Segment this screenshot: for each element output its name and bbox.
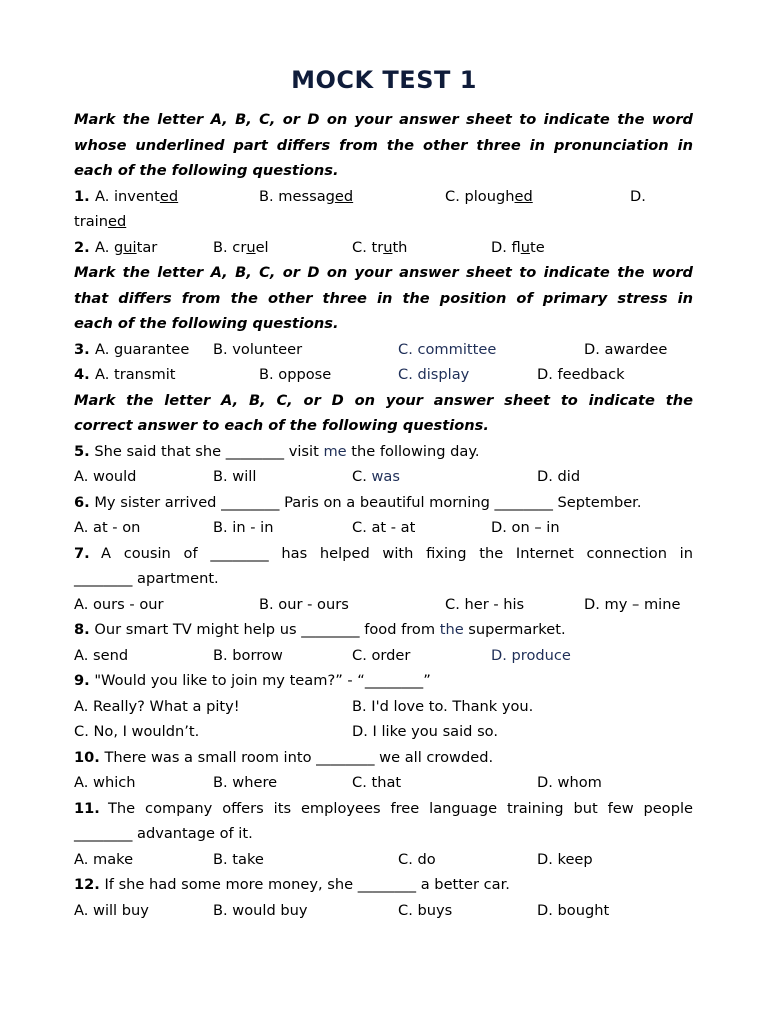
option-c[interactable]: C. No, I wouldn’t. <box>74 723 200 740</box>
question-11-stem <box>74 796 693 822</box>
instruction-stress-line-1: Mark the letter A, B, C, or D on your answer sheet to indicate the word <box>74 264 693 281</box>
question-7-options <box>74 592 693 618</box>
question-9-stem: 9. "Would you like to join my team?” - “________” <box>74 672 431 689</box>
option-c[interactable]: C. buys <box>398 901 453 919</box>
option-c[interactable]: C. was <box>352 468 400 485</box>
option-d[interactable]: D. bought <box>537 901 610 919</box>
option-b[interactable]: B. I'd love to. Thank you. <box>352 697 534 715</box>
option-c[interactable]: C. order <box>352 646 411 664</box>
option-b[interactable]: B. borrow <box>213 646 283 664</box>
question-6-stem: 6. My sister arrived ________ Paris on a beautiful morning ________ September. <box>74 493 642 511</box>
option-a[interactable]: A. guarantee <box>95 340 190 358</box>
instruction-pronunciation-line-1: Mark the letter A, B, C, or D on your answer sheet to indicate the word <box>74 111 693 128</box>
question-11-stem-line-1: The company offers its employees free language training but few people <box>108 799 693 817</box>
option-a[interactable]: A. which <box>74 774 136 791</box>
option-d-word[interactable]: trained <box>74 213 127 230</box>
question-number: 11. <box>74 799 100 817</box>
option-d[interactable]: D. on – in <box>491 519 560 536</box>
option-a[interactable]: A. Really? What a pity! <box>74 697 240 715</box>
question-4 <box>74 362 693 388</box>
question-6-options <box>74 515 693 541</box>
option-b[interactable]: B. where <box>213 774 278 791</box>
question-7-stem-line-1: A cousin of ________ has helped with fixing the Internet connection in <box>101 544 693 562</box>
question-12-stem: 12. If she had some more money, she ________ a better car. <box>74 876 510 893</box>
question-12-options <box>74 898 693 924</box>
question-10-stem: 10. There was a small room into ________ we all crowded. <box>74 748 494 766</box>
question-number: 3. <box>74 340 90 358</box>
question-11-stem-line-2: ________ advantage of it. <box>74 825 253 842</box>
question-8-stem: 8. Our smart TV might help us ________ food from the supermarket. <box>74 621 566 638</box>
question-3 <box>74 337 693 363</box>
question-8-options <box>74 643 693 669</box>
question-number: 5. <box>74 442 90 460</box>
question-11-options <box>74 847 693 873</box>
page-title: MOCK TEST 1 <box>291 66 477 94</box>
option-d[interactable]: D. flute <box>491 238 545 256</box>
question-5-options <box>74 464 693 490</box>
instruction-correct-line-1: Mark the letter A, B, C, or D on your answer sheet to indicate the <box>74 391 693 409</box>
option-a[interactable]: A. invented <box>95 187 179 205</box>
question-number: 9. <box>74 672 90 689</box>
instruction-pronunciation-line-2: whose underlined part differs from the other three in pronunciation in <box>74 136 693 154</box>
option-a[interactable]: A. transmit <box>95 366 176 383</box>
question-number: 2. <box>74 238 90 256</box>
option-b[interactable]: B. messaged <box>259 187 354 205</box>
instruction-pronunciation-line-3: each of the following questions. <box>74 162 339 179</box>
option-c[interactable]: C. ploughed <box>445 187 533 205</box>
option-d[interactable]: D. whom <box>537 774 602 791</box>
option-c[interactable]: C. her - his <box>445 595 525 613</box>
option-c[interactable]: C. do <box>398 850 436 868</box>
option-a[interactable]: A. will buy <box>74 901 149 919</box>
question-number: 12. <box>74 876 100 893</box>
option-c[interactable]: C. truth <box>352 238 408 256</box>
question-1 <box>74 184 693 210</box>
option-b[interactable]: B. will <box>213 468 257 485</box>
option-d[interactable]: D. feedback <box>537 366 625 383</box>
option-b[interactable]: B. take <box>213 850 264 868</box>
question-9-options-row-2 <box>74 719 693 745</box>
option-b[interactable]: B. volunteer <box>213 340 303 358</box>
question-9-options-row-1 <box>74 694 693 720</box>
question-number: 7. <box>74 544 90 562</box>
question-10-options <box>74 770 693 796</box>
question-5-stem: 5. She said that she ________ visit me the following day. <box>74 442 480 460</box>
option-d[interactable]: D. produce <box>491 646 571 664</box>
question-number: 1. <box>74 187 90 205</box>
option-a[interactable]: A. would <box>74 468 137 485</box>
option-a[interactable]: A. ours - our <box>74 595 164 613</box>
option-c[interactable]: C. that <box>352 774 402 791</box>
option-b[interactable]: B. would buy <box>213 901 308 919</box>
option-c[interactable]: C. committee <box>398 340 497 358</box>
option-b[interactable]: B. oppose <box>259 366 332 383</box>
question-7-stem <box>74 541 693 567</box>
option-d-label[interactable]: D. <box>630 187 646 205</box>
option-a[interactable]: A. guitar <box>95 238 158 256</box>
option-b[interactable]: B. cruel <box>213 238 269 256</box>
option-d[interactable]: D. my – mine <box>584 595 681 613</box>
option-d[interactable]: D. I like you said so. <box>352 723 498 740</box>
question-2 <box>74 235 693 261</box>
option-d[interactable]: D. did <box>537 468 581 485</box>
option-b[interactable]: B. in - in <box>213 519 274 536</box>
instruction-correct-line-2: correct answer to each of the following questions. <box>74 417 489 434</box>
option-b[interactable]: B. our - ours <box>259 595 349 613</box>
question-number: 6. <box>74 493 90 511</box>
question-number: 8. <box>74 621 90 638</box>
question-7-stem-line-2: ________ apartment. <box>74 570 219 587</box>
option-d[interactable]: D. keep <box>537 850 593 868</box>
question-1-continued <box>74 209 693 235</box>
question-number: 4. <box>74 366 90 383</box>
option-a[interactable]: A. send <box>74 646 129 664</box>
question-number: 10. <box>74 748 100 766</box>
instruction-stress-line-3: each of the following questions. <box>74 315 339 332</box>
option-a[interactable]: A. make <box>74 850 134 868</box>
option-c[interactable]: C. at - at <box>352 519 416 536</box>
instruction-stress-line-2: that differs from the other three in the position of primary stress in <box>74 289 693 307</box>
option-d[interactable]: D. awardee <box>584 340 668 358</box>
option-c[interactable]: C. display <box>398 366 470 383</box>
option-a[interactable]: A. at - on <box>74 519 141 536</box>
